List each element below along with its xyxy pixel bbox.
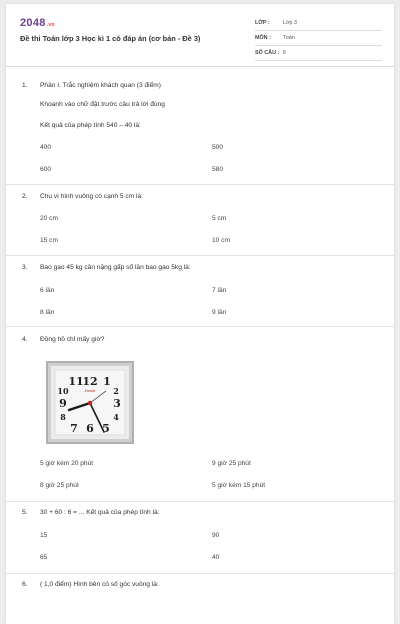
- answer-option[interactable]: 65: [40, 554, 48, 561]
- meta-subject-value: Toán: [283, 35, 295, 41]
- svg-text:10: 10: [57, 386, 69, 396]
- answer-option[interactable]: 9 giờ 25 phút: [212, 460, 251, 467]
- meta-count-key: SỐ CÂU :: [255, 50, 280, 56]
- logo-text: 2048: [20, 17, 46, 29]
- svg-text:2: 2: [113, 386, 119, 396]
- divider: [6, 573, 394, 574]
- answer-option[interactable]: 600: [40, 166, 52, 173]
- divider: [6, 326, 394, 327]
- answer-option[interactable]: 500: [212, 144, 224, 151]
- answer-option[interactable]: 10 cm: [212, 237, 230, 244]
- answer-option[interactable]: 5 giờ kém 15 phút: [212, 482, 266, 489]
- clock-image: [46, 361, 134, 444]
- divider: [6, 255, 394, 256]
- svg-text:6: 6: [86, 422, 94, 435]
- question-number: 6.: [22, 581, 28, 588]
- meta-count-value: 6: [283, 50, 286, 56]
- answer-option[interactable]: 9 lần: [212, 309, 227, 316]
- clock-brand: Eastar: [84, 389, 96, 393]
- meta-subject-key: MÔN :: [255, 35, 271, 41]
- answer-option[interactable]: 8 lần: [40, 309, 55, 316]
- divider: [6, 184, 394, 185]
- answer-option[interactable]: 15 cm: [40, 237, 58, 244]
- site-logo[interactable]: [20, 17, 55, 29]
- svg-text:4: 4: [113, 412, 119, 422]
- answer-option[interactable]: 20 cm: [40, 215, 58, 222]
- exam-sheet: [6, 4, 394, 624]
- question-text: Phần I. Trắc nghiệm khách quan (3 điểm): [40, 82, 161, 89]
- question-number: 1.: [22, 82, 28, 89]
- answer-option[interactable]: 5 giờ kém 20 phút: [40, 460, 94, 467]
- question-text: Chu vi hình vuông có cạnh 5 cm là:: [40, 193, 143, 200]
- answer-option[interactable]: 15: [40, 532, 48, 539]
- svg-text:5: 5: [102, 422, 110, 435]
- answer-option[interactable]: 8 giờ 25 phút: [40, 482, 79, 489]
- answer-option[interactable]: 40: [212, 554, 220, 561]
- question-text: Đồng hồ chỉ mấy giờ?: [40, 336, 105, 343]
- question-number: 2.: [22, 193, 28, 200]
- svg-text:7: 7: [70, 422, 78, 435]
- logo-suffix: .vn: [46, 22, 55, 28]
- answer-option[interactable]: 580: [212, 166, 224, 173]
- answer-option[interactable]: 90: [212, 532, 220, 539]
- svg-text:11: 11: [68, 375, 84, 388]
- meta-subject: [255, 30, 382, 46]
- question-1-prompt: Kết quả của phép tính 540 – 40 là:: [40, 122, 141, 129]
- question-number: 4.: [22, 336, 28, 343]
- meta-class-key: LỚP :: [255, 20, 270, 26]
- question-text: ( 1,0 điểm) Hình bên có số góc vuông là:: [40, 581, 159, 588]
- question-text: Bao gạo 45 kg cân nặng gấp số lần bao gạo 5kg là:: [40, 264, 191, 271]
- meta-class: [255, 15, 382, 31]
- svg-text:9: 9: [59, 397, 67, 410]
- svg-text:1: 1: [103, 375, 111, 388]
- exam-title: Đề thi Toán lớp 3 Học kì 1 có đáp án (cơ bản - Đề 3): [20, 34, 201, 43]
- question-number: 5.: [22, 509, 28, 516]
- svg-text:3: 3: [113, 397, 121, 410]
- exam-header: [6, 4, 394, 67]
- meta-count: [255, 45, 382, 61]
- svg-text:8: 8: [60, 412, 66, 422]
- svg-text:12: 12: [82, 375, 98, 388]
- question-text: 30 + 60 : 6 = ... Kết quả của phép tính là:: [40, 509, 160, 516]
- meta-class-value: Lớp 3: [283, 20, 298, 26]
- answer-option[interactable]: 400: [40, 144, 52, 151]
- answer-option[interactable]: 7 lần: [212, 287, 227, 294]
- question-number: 3.: [22, 264, 28, 271]
- answer-option[interactable]: 5 cm: [212, 215, 227, 222]
- question-1-instruction: Khoanh vào chữ đặt trước câu trả lời đúng: [40, 101, 165, 108]
- answer-option[interactable]: 6 lần: [40, 287, 55, 294]
- divider: [6, 501, 394, 502]
